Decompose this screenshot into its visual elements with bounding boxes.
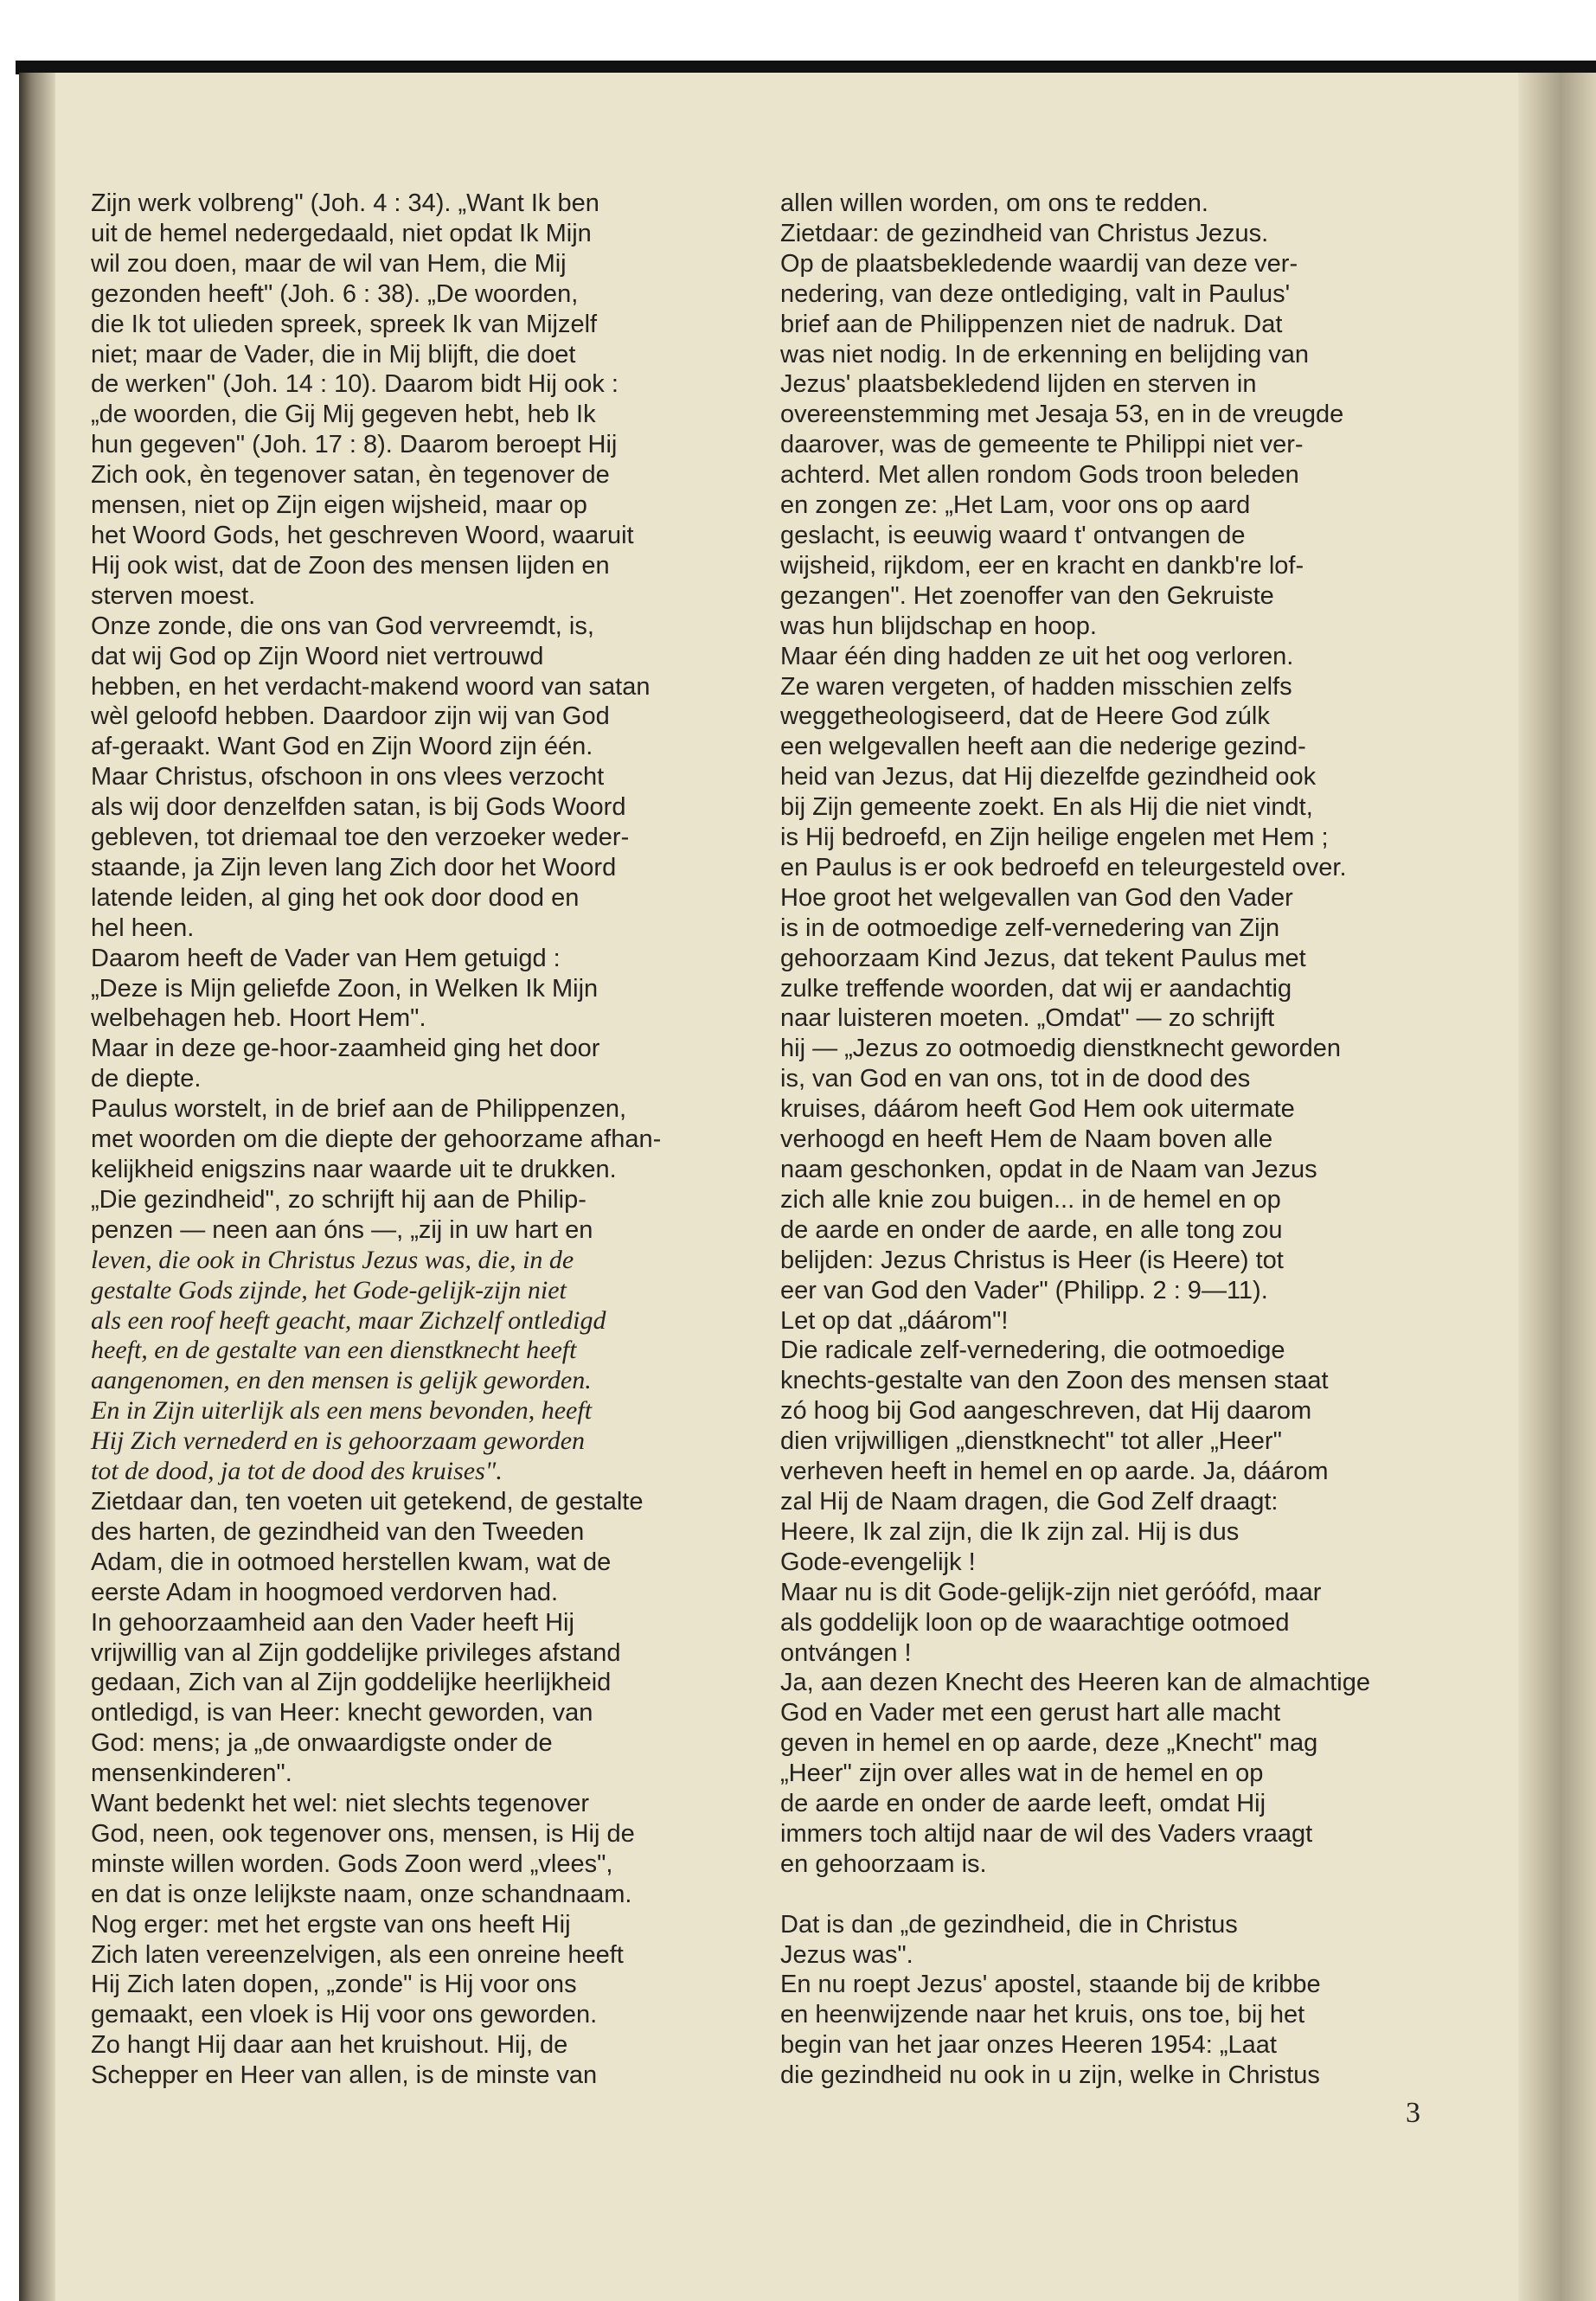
text-line: minste willen worden. Gods Zoon werd „vlees", bbox=[91, 1849, 613, 1878]
text-line: immers toch altijd naar de wil des Vaders vraagt bbox=[780, 1819, 1313, 1848]
text-line: In gehoorzaamheid aan den Vader heeft Hij bbox=[91, 1608, 574, 1637]
text-line: is, van God en van ons, tot in de dood des bbox=[780, 1065, 1251, 1093]
text-line: gezonden heeft" (Joh. 6 : 38). „De woorden, bbox=[91, 279, 579, 308]
text-line: eerste Adam in hoogmoed verdorven had. bbox=[91, 1578, 559, 1606]
text-line: naar luisteren moeten. „Omdat" — zo schrijft bbox=[780, 1004, 1275, 1033]
text-line: Die radicale zelf-vernedering, die ootmoedige bbox=[780, 1336, 1285, 1365]
page-number: 3 bbox=[1406, 2097, 1420, 2129]
text-line: heid van Jezus, dat Hij diezelfde gezindheid ook bbox=[780, 763, 1317, 792]
text-line: was hun blijdschap en hoop. bbox=[780, 612, 1097, 640]
text-line: Want bedenkt het wel: niet slechts tegenover bbox=[91, 1790, 590, 1818]
text-line: uit de hemel nedergedaald, niet opdat Ik Mijn bbox=[91, 219, 592, 247]
text-line: knechts-gestalte van den Zoon des mensen staat bbox=[780, 1367, 1329, 1395]
scan-margin-top bbox=[0, 0, 1596, 67]
text-line: „Deze is Mijn geliefde Zoon, in Welken Ik Mijn bbox=[91, 974, 599, 1003]
text-line: Schepper en Heer van allen, is de minste van bbox=[91, 2061, 598, 2090]
text-line: weggetheologiseerd, dat de Heere God zúlk bbox=[780, 702, 1270, 731]
text-line: „de woorden, die Gij Mij gegeven hebt, heb Ik bbox=[91, 401, 596, 429]
text-line: Jezus was". bbox=[780, 1940, 913, 1969]
text-line: is Hij bedroefd, en Zijn heilige engelen met Hem ; bbox=[780, 824, 1329, 852]
text-line: het Woord Gods, het geschreven Woord, waaruit bbox=[91, 521, 634, 549]
text-line: Dat is dan „de gezindheid, die in Christus bbox=[780, 1910, 1238, 1939]
text-line: als wij door denzelfden satan, is bij Gods Woord bbox=[91, 793, 626, 822]
text-line: mensenkinderen". bbox=[91, 1759, 292, 1788]
text-line: geven in hemel en op aarde, deze „Knecht" mag bbox=[780, 1729, 1318, 1758]
text-line: Let op dat „dáárom"! bbox=[780, 1306, 1009, 1335]
text-line: allen willen worden, om ons te redden. bbox=[780, 189, 1208, 217]
text-line: Maar Christus, ofschoon in ons vlees verzocht bbox=[91, 763, 605, 792]
text-line: ontvángen ! bbox=[780, 1638, 912, 1667]
text-line: geslacht, is eeuwig waard t' ontvangen de bbox=[780, 521, 1246, 549]
text-line: heeft, en de gestalte van een dienstknecht heeft bbox=[91, 1336, 577, 1365]
text-line: en Paulus is er ook bedroefd en teleurgesteld over. bbox=[780, 853, 1347, 881]
text-line: Zo hangt Hij daar aan het kruishout. Hij, de bbox=[91, 2031, 568, 2060]
text-line: Heere, Ik zal zijn, die Ik zijn zal. Hij is dus bbox=[780, 1517, 1240, 1546]
text-line bbox=[780, 1880, 1446, 1910]
text-line: Hij Zich laten dopen, „zonde" is Hij voor ons bbox=[91, 1971, 577, 1999]
text-line: af-geraakt. Want God en Zijn Woord zijn één. bbox=[91, 733, 593, 761]
text-line: Maar nu is dit Gode-gelijk-zijn niet geróófd, maar bbox=[780, 1578, 1322, 1606]
text-line: God, neen, ook tegenover ons, mensen, is Hij de bbox=[91, 1819, 635, 1848]
text-line: gezangen". Het zoenoffer van den Gekruiste bbox=[780, 581, 1274, 610]
text-line: Daarom heeft de Vader van Hem getuigd : bbox=[91, 944, 561, 972]
text-line: daarover, was de gemeente te Philippi niet ver- bbox=[780, 431, 1304, 459]
text-line: kelijkheid enigszins naar waarde uit te drukken. bbox=[91, 1156, 617, 1183]
text-line: zal Hij de Naam dragen, die God Zelf draagt: bbox=[780, 1487, 1279, 1516]
text-line: sterven moest. bbox=[91, 581, 256, 610]
text-line: als goddelijk loon op de waarachtige ootmoed bbox=[780, 1608, 1290, 1637]
text-line: leven, die ook in Christus Jezus was, die, in de bbox=[91, 1245, 574, 1274]
text-line: Zijn werk volbreng" (Joh. 4 : 34). „Want Ik ben bbox=[91, 189, 599, 217]
text-line: en heenwijzende naar het kruis, ons toe, bij het bbox=[780, 2001, 1305, 2029]
text-line: zulke treffende woorden, dat wij er aandachtig bbox=[780, 974, 1292, 1003]
text-line: Zich laten vereenzelvigen, als een onreine heeft bbox=[91, 1940, 624, 1969]
text-line: Hij Zich vernederd en is gehoorzaam geworden bbox=[91, 1426, 586, 1456]
text-line: „Heer" zijn over alles wat in de hemel en op bbox=[780, 1759, 1264, 1788]
text-line: belijden: Jezus Christus is Heer (is Heere) tot bbox=[780, 1246, 1284, 1274]
text-line: „Die gezindheid", zo schrijft hij aan de Philip- bbox=[91, 1185, 586, 1214]
text-line: latende leiden, al ging het ook door dood en bbox=[91, 883, 580, 912]
page-binding-shadow bbox=[19, 73, 55, 2301]
text-line: aangenomen, en den mensen is gelijk geworden. bbox=[91, 1366, 592, 1395]
text-line: die Ik tot ulieden spreek, spreek Ik van Mijzelf bbox=[91, 310, 598, 338]
text-line: wil zou doen, maar de wil van Hem, die Mij bbox=[91, 249, 567, 278]
text-line: zó hoog bij God aangeschreven, dat Hij daarom bbox=[780, 1397, 1312, 1426]
text-line: de aarde en onder de aarde, en alle tong zou bbox=[780, 1215, 1283, 1244]
text-line: welbehagen heb. Hoort Hem". bbox=[91, 1004, 426, 1033]
text-line: de werken" (Joh. 14 : 10). Daarom bidt Hij ook : bbox=[91, 370, 619, 399]
text-line: dat wij God op Zijn Woord niet vertrouwd bbox=[91, 642, 544, 670]
text-line: En nu roept Jezus' apostel, staande bij de kribbe bbox=[780, 1971, 1321, 1999]
text-line: dien vrijwilligen „dienstknecht" tot aller „Heer" bbox=[780, 1427, 1282, 1456]
text-line: gebleven, tot driemaal toe den verzoeker weder- bbox=[91, 824, 630, 852]
text-line: Ja, aan dezen Knecht des Heeren kan de almachtige bbox=[780, 1669, 1370, 1697]
text-line: als een roof heeft geacht, maar Zichzelf ontledigd bbox=[91, 1305, 606, 1335]
text-line: zich alle knie zou buigen... in de hemel en op bbox=[780, 1185, 1281, 1214]
text-line: een welgevallen heeft aan die nederige gezind- bbox=[780, 733, 1306, 761]
text-line: begin van het jaar onzes Heeren 1954: „Laat bbox=[780, 2031, 1277, 2060]
text-line: Gode-evengelijk ! bbox=[780, 1548, 976, 1576]
text-line: de aarde en onder de aarde leeft, omdat Hij bbox=[780, 1790, 1266, 1818]
text-line: des harten, de gezindheid van den Tweeden bbox=[91, 1517, 585, 1546]
text-line: overeenstemming met Jesaja 53, en in de vreugde bbox=[780, 401, 1344, 429]
text-line: gestalte Gods zijnde, het Gode-gelijk-zijn niet bbox=[91, 1275, 567, 1304]
text-line: en dat is onze lelijkste naam, onze schandnaam. bbox=[91, 1880, 632, 1908]
text-line: wijsheid, rijkdom, eer en kracht en dankb're lof- bbox=[780, 551, 1304, 580]
text-line: penzen — neen aan óns —, „zij in uw hart en bbox=[91, 1215, 593, 1244]
text-line: hebben, en het verdacht-makend woord van satan bbox=[91, 672, 651, 701]
text-line: was niet nodig. In de erkenning en belijding van bbox=[780, 340, 1310, 369]
text-column-right bbox=[780, 189, 1446, 2091]
text-line: Maar in deze ge-hoor-zaamheid ging het door bbox=[91, 1035, 600, 1063]
text-line: Onze zonde, die ons van God vervreemdt, is, bbox=[91, 612, 594, 640]
text-line: ontledigd, is van Heer: knecht geworden, van bbox=[91, 1699, 593, 1727]
text-line: En in Zijn uiterlijk als een mens bevonden, heeft bbox=[91, 1396, 593, 1426]
text-line: kruises, dáárom heeft God Hem ook uitermate bbox=[780, 1095, 1295, 1124]
text-line: is in de ootmoedige zelf-vernedering van Zijn bbox=[780, 913, 1280, 942]
text-line: eer van God den Vader" (Philipp. 2 : 9—11). bbox=[780, 1276, 1268, 1304]
text-line: niet; maar de Vader, die in Mij blijft, die doet bbox=[91, 340, 576, 369]
text-line: Maar één ding hadden ze uit het oog verloren. bbox=[780, 642, 1294, 670]
text-line: vrijwillig van al Zijn goddelijke privileges afstand bbox=[91, 1638, 621, 1667]
text-line: mensen, niet op Zijn eigen wijsheid, maar op bbox=[91, 491, 587, 520]
text-line: naam geschonken, opdat in de Naam van Jezus bbox=[780, 1156, 1317, 1183]
text-line: die gezindheid nu ook in u zijn, welke in Christus bbox=[780, 2061, 1320, 2090]
text-line: verheven heeft in hemel en op aarde. Ja, dáárom bbox=[780, 1458, 1329, 1486]
text-line: gedaan, Zich van al Zijn goddelijke heerlijkheid bbox=[91, 1669, 612, 1697]
text-line: de diepte. bbox=[91, 1065, 202, 1093]
text-line: Zietdaar dan, ten voeten uit getekend, de gestalte bbox=[91, 1487, 644, 1516]
text-line: Adam, die in ootmoed herstellen kwam, wat de bbox=[91, 1548, 612, 1576]
text-line: wèl geloofd hebben. Daardoor zijn wij van God bbox=[91, 702, 610, 731]
text-line: Zich ook, èn tegenover satan, èn tegenover de bbox=[91, 461, 610, 490]
text-line: gehoorzaam Kind Jezus, dat tekent Paulus met bbox=[780, 944, 1306, 972]
text-line: gemaakt, een vloek is Hij voor ons geworden. bbox=[91, 2001, 598, 2029]
text-line: Hoe groot het welgevallen van God den Vader bbox=[780, 883, 1293, 912]
text-line: Jezus' plaatsbekledend lijden en sterven in bbox=[780, 370, 1257, 399]
text-line: en zongen ze: „Het Lam, voor ons op aard bbox=[780, 491, 1251, 520]
text-line: Nog erger: met het ergste van ons heeft Hij bbox=[91, 1910, 571, 1939]
text-line: en gehoorzaam is. bbox=[780, 1849, 987, 1878]
text-line: verhoogd en heeft Hem de Naam boven alle bbox=[780, 1125, 1273, 1154]
text-line: hel heen. bbox=[91, 913, 195, 942]
text-line: God: mens; ja „de onwaardigste onder de bbox=[91, 1729, 553, 1758]
text-line: bij Zijn gemeente zoekt. En als Hij die niet vindt, bbox=[780, 793, 1313, 822]
text-column-left bbox=[91, 189, 748, 2091]
text-line: Op de plaatsbekledende waardij van deze ver- bbox=[780, 249, 1298, 278]
text-line: hun gegeven" (Joh. 17 : 8). Daarom beroept Hij bbox=[91, 431, 618, 459]
text-line: nedering, van deze ontlediging, valt in Paulus' bbox=[780, 279, 1291, 308]
text-line: Ze waren vergeten, of hadden misschien zelfs bbox=[780, 672, 1292, 701]
book-spine-edge bbox=[1518, 73, 1596, 2301]
text-line: met woorden om die diepte der gehoorzame afhan- bbox=[91, 1125, 662, 1154]
text-line: achterd. Met allen rondom Gods troon beleden bbox=[780, 461, 1299, 490]
text-line: God en Vader met een gerust hart alle macht bbox=[780, 1699, 1281, 1727]
text-line: hij — „Jezus zo ootmoedig dienstknecht geworden bbox=[780, 1035, 1342, 1063]
text-line: Hij ook wist, dat de Zoon des mensen lijden en bbox=[91, 551, 610, 580]
text-line: Zietdaar: de gezindheid van Christus Jezus. bbox=[780, 219, 1269, 247]
text-line: brief aan de Philippenzen niet de nadruk. Dat bbox=[780, 310, 1283, 338]
text-line: Paulus worstelt, in de brief aan de Philippenzen, bbox=[91, 1095, 627, 1124]
text-line: tot de dood, ja tot de dood des kruises". bbox=[91, 1457, 503, 1486]
text-line: staande, ja Zijn leven lang Zich door het Woord bbox=[91, 853, 617, 881]
